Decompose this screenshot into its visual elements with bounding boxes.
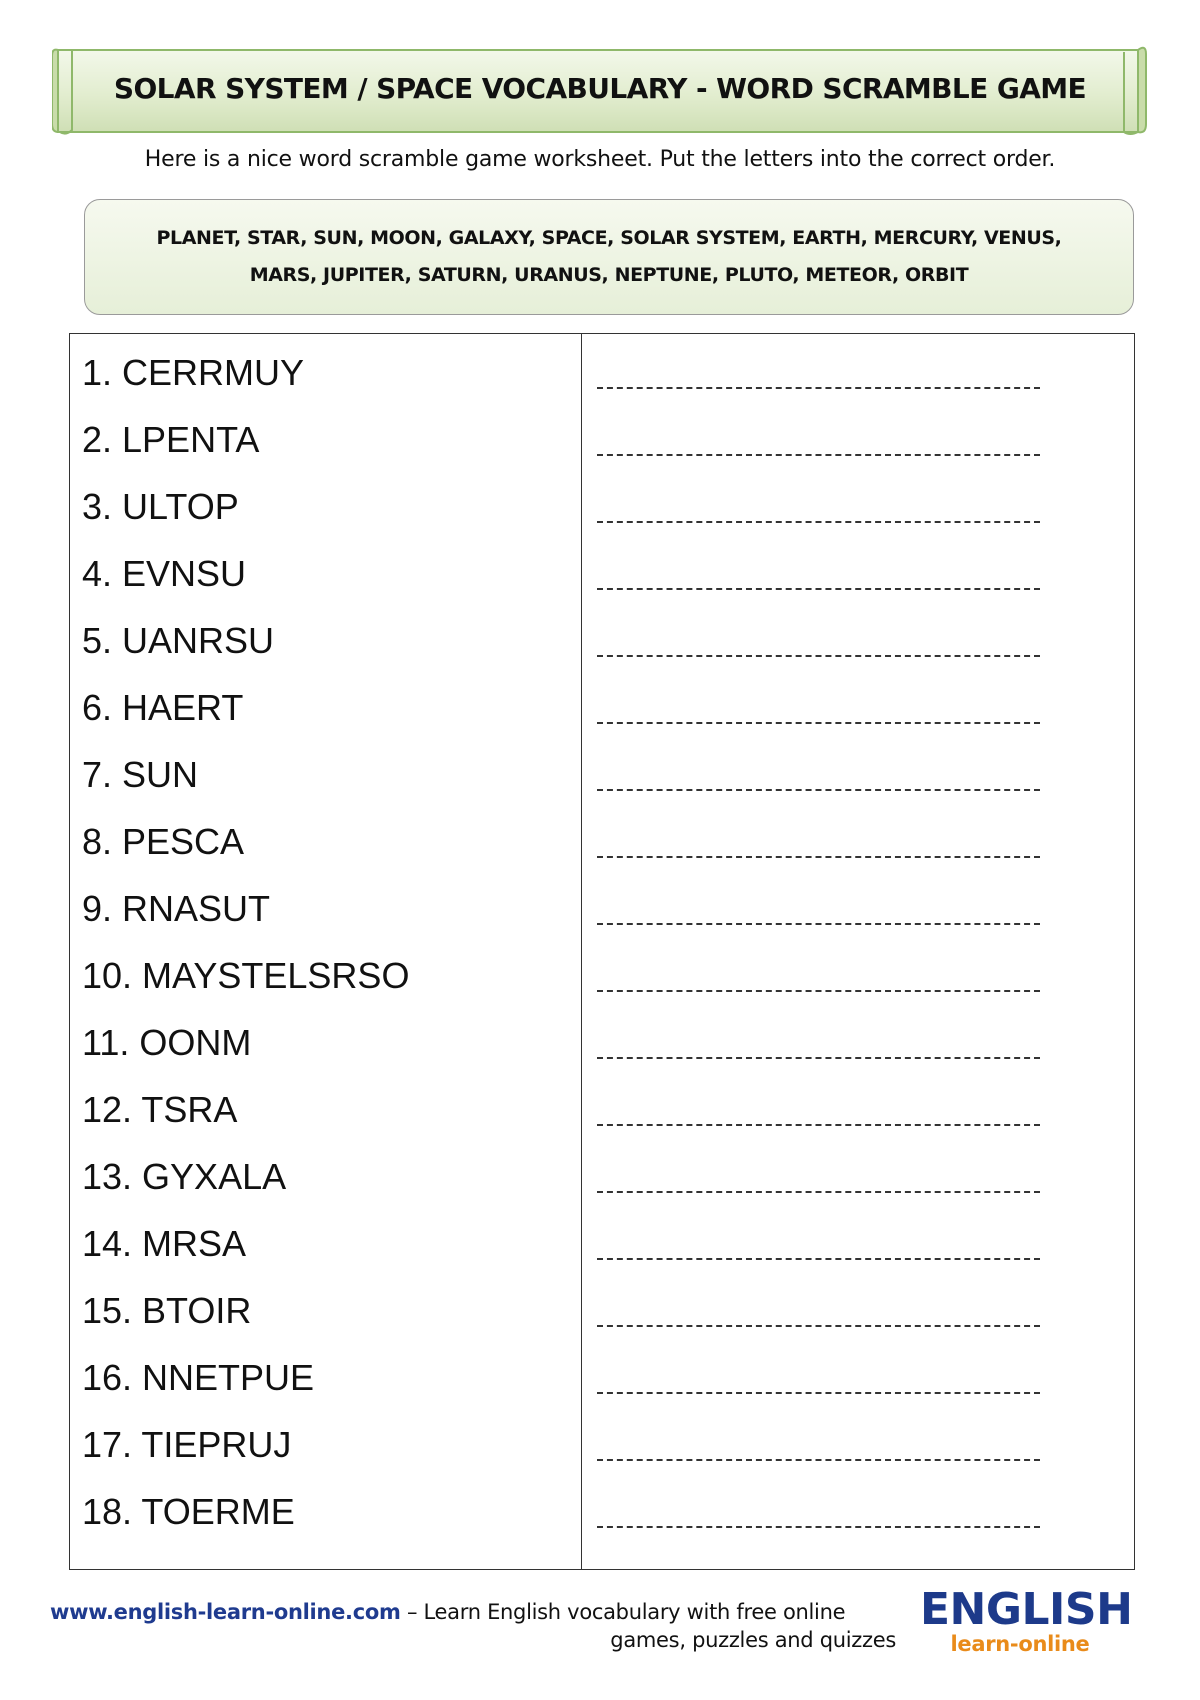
scrambled-word: 9. RNASUT [82, 888, 271, 929]
answer-line[interactable] [597, 655, 1040, 657]
answer-line[interactable] [597, 454, 1040, 456]
answer-line[interactable] [597, 1325, 1040, 1327]
answer-line[interactable] [597, 1526, 1040, 1528]
answer-line[interactable] [597, 1392, 1040, 1394]
exercise-row [70, 1349, 1134, 1415]
logo-sub-text: learn-online [950, 1632, 1090, 1656]
answer-line[interactable] [597, 722, 1040, 724]
exercise-row [70, 1483, 1134, 1549]
scrambled-word: 13. GYXALA [82, 1156, 287, 1197]
exercise-row [70, 344, 1134, 410]
exercise-row [70, 746, 1134, 812]
footer-tagline: games, puzzles and quizzes [610, 1628, 896, 1652]
footer [50, 1598, 896, 1654]
scrambled-word: 15. BTOIR [82, 1290, 252, 1331]
answer-line[interactable] [597, 1057, 1040, 1059]
english-learn-online-logo[interactable] [920, 1584, 1133, 1657]
scrambled-word: 4. EVNSU [82, 553, 247, 594]
answer-line[interactable] [597, 387, 1040, 389]
exercise-row [70, 545, 1134, 611]
exercise-row [70, 947, 1134, 1013]
scrambled-word: 6. HAERT [82, 687, 244, 728]
scrambled-word: 17. TIEPRUJ [82, 1424, 292, 1465]
scrambled-word: 16. NNETPUE [82, 1357, 315, 1398]
answer-line[interactable] [597, 990, 1040, 992]
exercise-row [70, 880, 1134, 946]
answer-line[interactable] [597, 1459, 1040, 1461]
exercise-table [69, 333, 1135, 1570]
scrambled-word: 2. LPENTA [82, 419, 260, 460]
page-title: SOLAR SYSTEM / SPACE VOCABULARY - WORD SCRAMBLE GAME [113, 71, 1087, 105]
scrambled-word: 18. TOERME [82, 1491, 295, 1532]
exercise-row [70, 813, 1134, 879]
word-bank-line: MARS, JUPITER, SATURN, URANUS, NEPTUNE, PLUTO, METEOR, ORBIT [249, 264, 969, 286]
scrambled-word: 3. ULTOP [82, 486, 239, 527]
scrambled-word: 1. CERRMUY [82, 352, 305, 393]
scrambled-word: 11. OONM [82, 1022, 252, 1063]
exercise-row [70, 1081, 1134, 1147]
title-banner [52, 44, 1148, 140]
word-bank-line: PLANET, STAR, SUN, MOON, GALAXY, SPACE, SOLAR SYSTEM, EARTH, MERCURY, VENUS, [156, 227, 1062, 249]
exercise-row [70, 612, 1134, 678]
exercise-row [70, 1282, 1134, 1348]
scrambled-word: 8. PESCA [82, 821, 245, 862]
footer-tagline: – Learn English vocabulary with free online [400, 1600, 846, 1624]
footer-line [50, 1598, 896, 1626]
answer-line[interactable] [597, 1258, 1040, 1260]
exercise-row [70, 411, 1134, 477]
scrambled-word: 5. UANRSU [82, 620, 275, 661]
scrambled-word: 14. MRSA [82, 1223, 247, 1264]
scrambled-word: 12. TSRA [82, 1089, 238, 1130]
answer-line[interactable] [597, 1124, 1040, 1126]
exercise-row [70, 1014, 1134, 1080]
exercise-row [70, 478, 1134, 544]
answer-line[interactable] [597, 789, 1040, 791]
answer-line[interactable] [597, 521, 1040, 523]
answer-line[interactable] [597, 588, 1040, 590]
answer-line[interactable] [597, 923, 1040, 925]
logo-main-text: ENGLISH [920, 1584, 1133, 1635]
answer-line[interactable] [597, 1191, 1040, 1193]
exercise-row [70, 1416, 1134, 1482]
word-bank [84, 199, 1134, 315]
website-link[interactable]: www.english-learn-online.com [50, 1600, 401, 1624]
scrambled-word: 10. MAYSTELSRSO [82, 955, 410, 996]
instruction-text: Here is a nice word scramble game worksheet. Put the letters into the correct order. [144, 147, 1056, 172]
exercise-row [70, 1148, 1134, 1214]
exercise-row [70, 679, 1134, 745]
exercise-row [70, 1215, 1134, 1281]
answer-line[interactable] [597, 856, 1040, 858]
scrambled-word: 7. SUN [82, 754, 199, 795]
